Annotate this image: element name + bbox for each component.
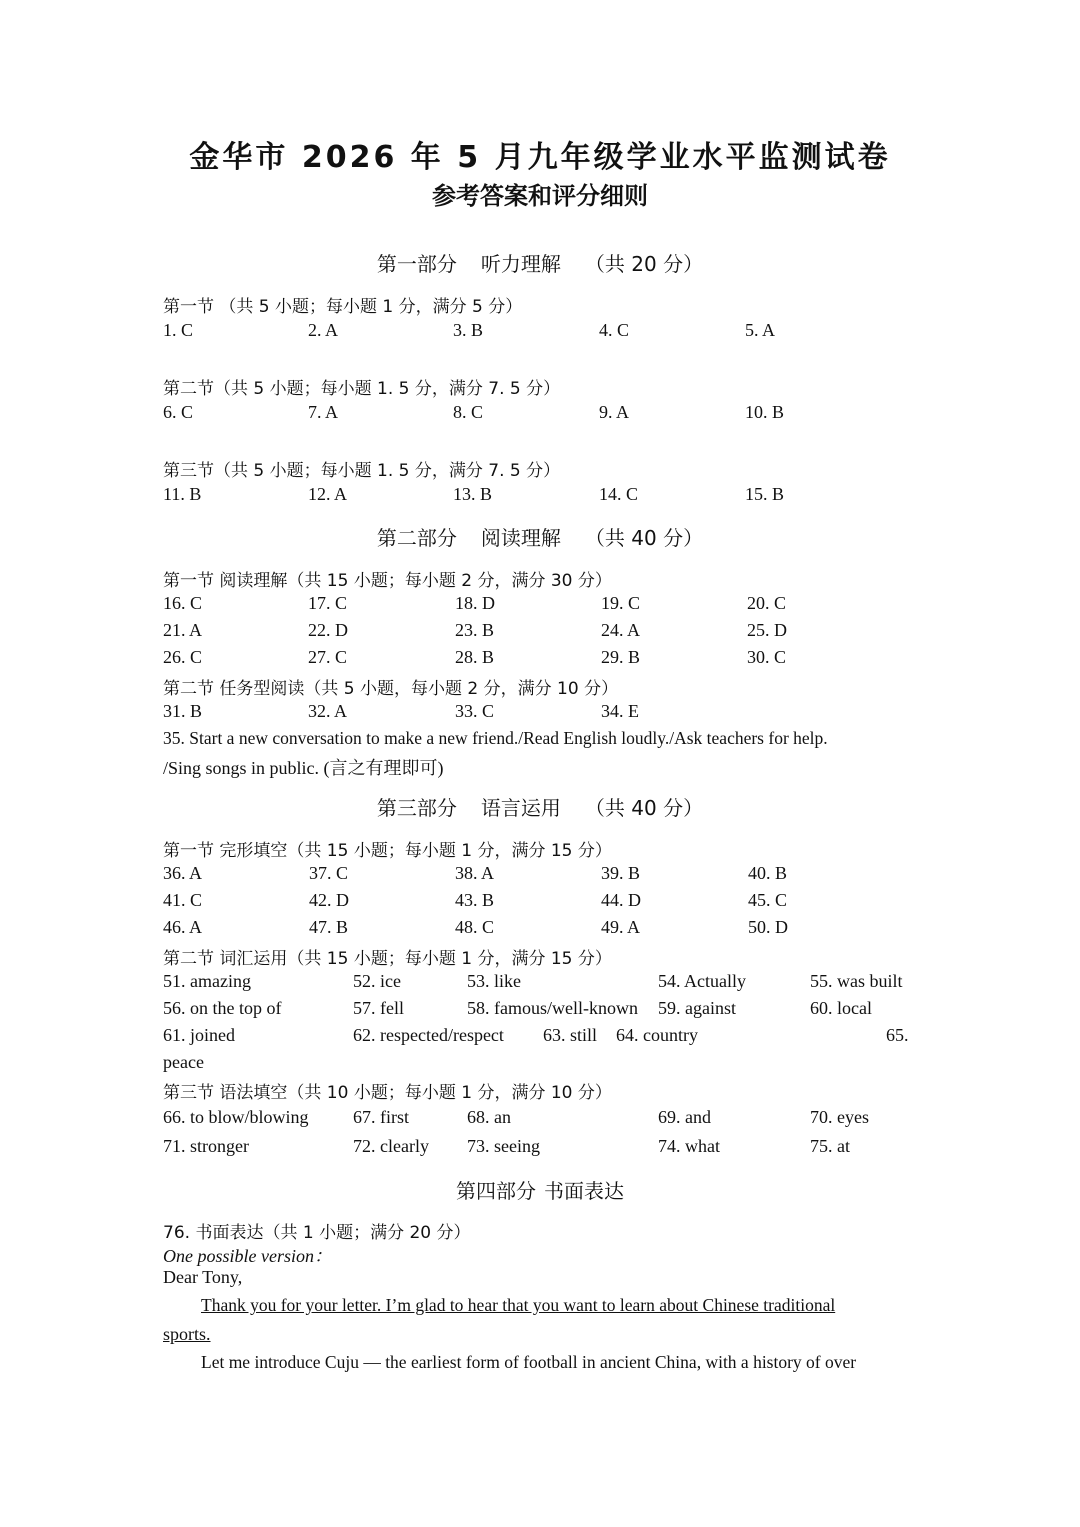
answer-item: 11. B xyxy=(163,484,202,504)
q76-heading: 76. 书面表达（共 1 小题；满分 20 分） xyxy=(163,1223,471,1243)
answer-item: 40. B xyxy=(748,863,788,883)
answer-item: 17. C xyxy=(308,593,348,613)
answer-item: 23. B xyxy=(455,620,495,640)
answer-item: 53. like xyxy=(467,971,521,991)
q35-answer-line2: /Sing songs in public. (言之有理即可) xyxy=(163,758,444,778)
answer-item: 73. seeing xyxy=(467,1136,540,1156)
answer-item: 39. B xyxy=(601,863,641,883)
answer-item: 30. C xyxy=(747,647,787,667)
answer-item: 25. D xyxy=(747,620,787,640)
answer-item: 43. B xyxy=(455,890,495,910)
answer-item: 64. country xyxy=(616,1025,698,1045)
part3-name: 第三部分 xyxy=(376,796,457,820)
answer-item: 1. C xyxy=(163,320,194,340)
part2-sec2-heading: 第二节 任务型阅读（共 5 小题，每小题 2 分，满分 10 分） xyxy=(163,679,619,699)
answer-item: 49. A xyxy=(601,917,641,937)
answer-item: 63. still xyxy=(543,1025,598,1045)
answer-item: 74. what xyxy=(658,1136,720,1156)
page-title: 金华市 2026 年 5 月九年级学业水平监测试卷 xyxy=(189,140,891,175)
page-subtitle: 参考答案和评分细则 xyxy=(432,182,648,210)
letter-greeting: Dear Tony, xyxy=(163,1267,243,1287)
answer-item: 33. C xyxy=(455,701,495,721)
answer-item: 21. A xyxy=(163,620,203,640)
answer-item: 58. famous/well-known xyxy=(467,998,638,1018)
part4-topic: 书面表达 xyxy=(544,1179,624,1203)
answer-item: 75. at xyxy=(810,1136,850,1156)
answer-item: 28. B xyxy=(455,647,495,667)
answer-item: 32. A xyxy=(308,701,348,721)
answer-item: 69. and xyxy=(658,1107,711,1127)
letter-paragraph2-line1: Let me introduce Cuju — the earliest form of football in ancient China, with a history of over xyxy=(201,1352,857,1372)
answer-item: 71. stronger xyxy=(163,1136,249,1156)
answer-item: 22. D xyxy=(308,620,348,640)
answer-item: 14. C xyxy=(599,484,639,504)
answer-item: 31. B xyxy=(163,701,203,721)
answer-item: 55. was built xyxy=(810,971,903,991)
part3-score: （共 40 分） xyxy=(584,796,704,820)
answer-item: 9. A xyxy=(599,402,630,422)
part1-heading xyxy=(0,248,1080,277)
answer-item: 41. C xyxy=(163,890,203,910)
answer-item: 27. C xyxy=(308,647,348,667)
part4-name: 第四部分 xyxy=(456,1179,536,1203)
letter-paragraph1-line2: sports. xyxy=(163,1324,211,1344)
part2-score: （共 40 分） xyxy=(584,526,704,550)
answer-item: 16. C xyxy=(163,593,203,613)
answer-item: 70. eyes xyxy=(810,1107,869,1127)
part2-sec1-heading: 第一节 阅读理解（共 15 小题；每小题 2 分，满分 30 分） xyxy=(163,571,612,591)
answer-item: 19. C xyxy=(601,593,641,613)
answer-item: 57. fell xyxy=(353,998,404,1018)
answer-item: 6. C xyxy=(163,402,194,422)
answer-item: 7. A xyxy=(308,402,339,422)
part1-name: 第一部分 xyxy=(376,252,457,276)
answer-item: 26. C xyxy=(163,647,203,667)
part2-name: 第二部分 xyxy=(376,526,457,550)
answer-item: 20. C xyxy=(747,593,787,613)
part3-sec3-heading: 第三节 语法填空（共 10 小题；每小题 1 分，满分 10 分） xyxy=(163,1083,612,1103)
version-label: One possible version： xyxy=(163,1246,332,1266)
answer-item: 56. on the top of xyxy=(163,998,282,1018)
part3-sec1-heading: 第一节 完形填空（共 15 小题；每小题 1 分，满分 15 分） xyxy=(163,841,612,861)
answer-item: 62. respected/respect xyxy=(353,1025,504,1045)
answer-item: 4. C xyxy=(599,320,630,340)
answer-item: peace xyxy=(163,1052,204,1072)
part2-heading xyxy=(0,522,1080,551)
letter-paragraph1-line1: Thank you for your letter. I’m glad to hear that you want to learn about Chinese traditional xyxy=(201,1295,836,1315)
answer-item: 60. local xyxy=(810,998,872,1018)
part4-heading xyxy=(0,1175,1080,1204)
answer-item: 66. to blow/blowing xyxy=(163,1107,309,1127)
q35-answer-line1: 35. Start a new conversation to make a new friend./Read English loudly./Ask teachers for help. xyxy=(163,728,828,748)
answer-item: 47. B xyxy=(309,917,349,937)
answer-item: 50. D xyxy=(748,917,788,937)
answer-item: 46. A xyxy=(163,917,203,937)
part1-topic: 听力理解 xyxy=(480,252,561,276)
answer-item: 44. D xyxy=(601,890,641,910)
part3-topic: 语言运用 xyxy=(480,796,561,820)
part1-sec1-heading: 第一节 （共 5 小题；每小题 1 分，满分 5 分） xyxy=(163,297,523,317)
part1-sec3-heading: 第三节（共 5 小题；每小题 1. 5 分，满分 7. 5 分） xyxy=(163,461,561,481)
answer-item: 15. B xyxy=(745,484,785,504)
answer-item: 13. B xyxy=(453,484,493,504)
answer-item: 45. C xyxy=(748,890,788,910)
answer-item: 67. first xyxy=(353,1107,409,1127)
part1-sec2-heading: 第二节（共 5 小题；每小题 1. 5 分，满分 7. 5 分） xyxy=(163,379,561,399)
answer-item: 36. A xyxy=(163,863,203,883)
answer-item: 59. against xyxy=(658,998,736,1018)
part3-sec2-heading: 第二节 词汇运用（共 15 小题；每小题 1 分，满分 15 分） xyxy=(163,949,612,969)
answer-item: 8. C xyxy=(453,402,484,422)
answer-item: 2. A xyxy=(308,320,339,340)
answer-item: 54. Actually xyxy=(658,971,746,991)
answer-item: 37. C xyxy=(309,863,349,883)
answer-item: 61. joined xyxy=(163,1025,235,1045)
answer-item: 18. D xyxy=(455,593,495,613)
answer-item: 38. A xyxy=(455,863,495,883)
answer-item: 65. xyxy=(886,1025,909,1045)
answer-item: 5. A xyxy=(745,320,776,340)
answer-item: 34. E xyxy=(601,701,639,721)
answer-item: 68. an xyxy=(467,1107,511,1127)
part1-score: （共 20 分） xyxy=(584,252,704,276)
part2-topic: 阅读理解 xyxy=(480,526,561,550)
answer-item: 72. clearly xyxy=(353,1136,429,1156)
answer-item: 10. B xyxy=(745,402,785,422)
answer-item: 51. amazing xyxy=(163,971,251,991)
part3-heading xyxy=(0,792,1080,821)
answer-item: 48. C xyxy=(455,917,495,937)
answer-item: 24. A xyxy=(601,620,641,640)
answer-item: 29. B xyxy=(601,647,641,667)
answer-item: 12. A xyxy=(308,484,348,504)
answer-item: 3. B xyxy=(453,320,484,340)
answer-item: 42. D xyxy=(309,890,349,910)
answer-item: 52. ice xyxy=(353,971,401,991)
